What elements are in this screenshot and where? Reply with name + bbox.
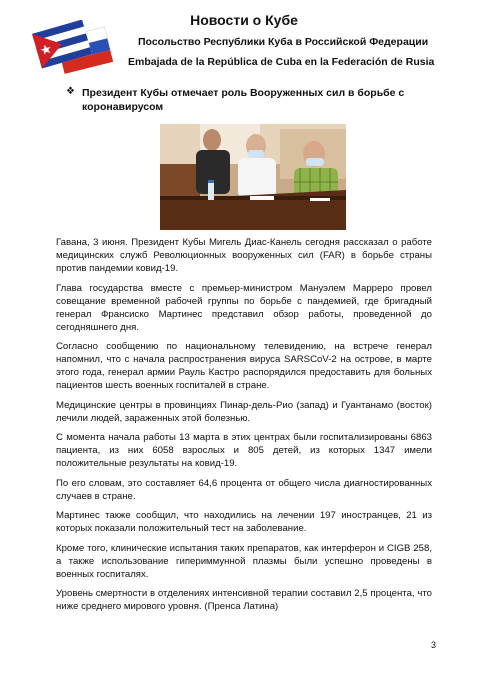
- article-paragraph: Согласно сообщению по национальному телевидению, на встрече генерал напомнил, что с начала распространения вируса SARSCoV-2 на острове, в марте этого года, генерал армии Рауль Кастро распорядился предоставить для больных пациентов шесть военных госпиталей в стране.: [56, 341, 432, 391]
- article-paragraph: Глава государства вместе с премьер-министром Мануэлем Марреро провел совещание временной рабочей группы по борьбе с пандемией, где бригадный генерал Франсиско Мартинес представил обзор работы, проведенной до сегодняшнего дня.: [56, 282, 432, 333]
- page-header: [0, 0, 488, 92]
- article-paragraph: С момента начала работы 13 марта в этих центрах были госпитализированы 6863 пациента, из них 6058 взрослых и 805 детей, из которых 1347 имели положительные результаты на ковид-19.: [56, 432, 432, 469]
- article-paragraph: Медицинские центры в провинциях Пинар-дель-Рио (запад) и Гуантанамо (восток) лечили людей, зараженных этой болезнью.: [56, 399, 432, 424]
- article-photo: [160, 124, 346, 230]
- embassy-name-es: Embajada de la República de Cuba en la Federación de Rusia: [128, 56, 435, 68]
- cuba-russia-flags-logo: [32, 20, 120, 80]
- article-paragraph: Кроме того, клинические испытания таких препаратов, как интерферон и CIGB 258, а также использование гипериммунной плазмы были успешно проведены в военных госпиталях.: [56, 542, 432, 580]
- article-paragraph: Мартинес также сообщил, что находились на лечении 197 иностранцев, 21 из которых показали положительный тест на заболевание.: [56, 510, 432, 534]
- newsletter-title: Новости о Кубе: [190, 12, 298, 28]
- diamond-bullet-icon: ❖: [66, 86, 75, 97]
- article-paragraph: Уровень смертности в отделениях интенсивной терапии составил 2,5 процента, что ниже среднего мирового уровня. (Пренса Латина): [56, 588, 432, 612]
- article-paragraph: Гавана, 3 июня. Президент Кубы Мигель Диас-Канель сегодня рассказал о работе медицинских служб Революционных вооруженных сил (FAR) в борьбе страны против пандемии ковид-19.: [56, 237, 432, 274]
- page-number: 3: [430, 640, 436, 650]
- article-paragraph: По его словам, это составляет 64,6 процента от общего числа диагностированных случаев в стране.: [56, 477, 432, 502]
- article-body: [56, 236, 432, 620]
- embassy-name-ru: Посольство Республики Куба в Российской Федерации: [138, 36, 429, 48]
- article-headline: Президент Кубы отмечает роль Вооруженных сил в борьбе с коронавирусом: [82, 87, 405, 113]
